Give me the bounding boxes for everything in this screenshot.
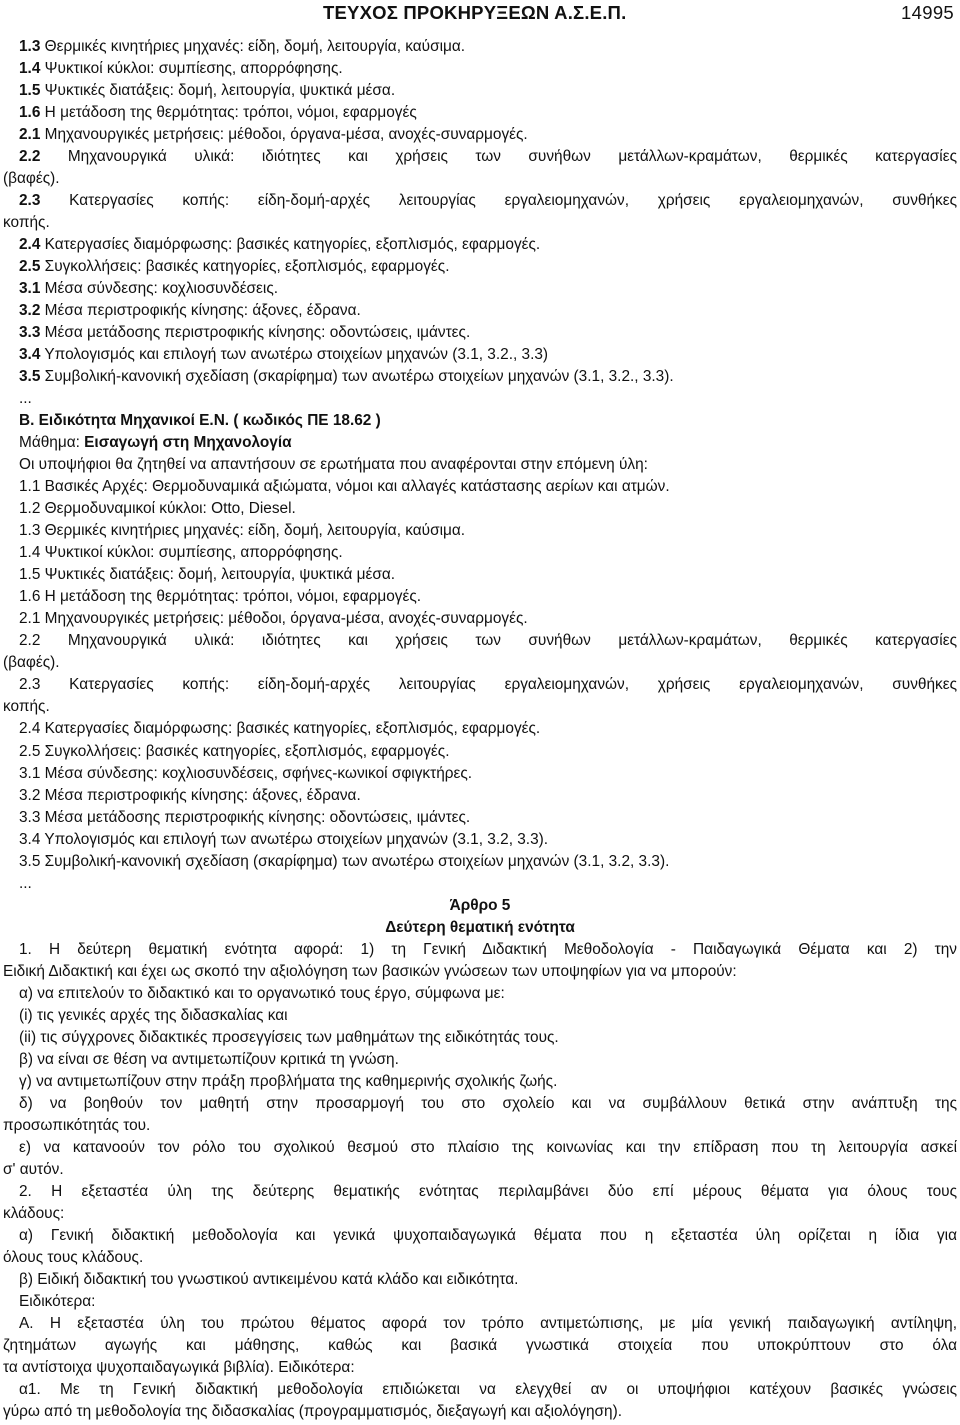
line-text: 1.2 Θερμοδυναμικοί κύκλοι: Otto, Diesel. [19,500,296,518]
line-text: Συγκολλήσεις: βασικές κατηγορίες, εξοπλισμός, εφαρμογές. [40,258,450,276]
text-line [3,652,957,674]
line-text: 2.2 Μηχανουργικά υλικά: ιδιότητες και χρήσεις των συνήθων μετάλλων-κραμάτων, θερμικές κατεργασίες [19,632,957,650]
text-line [3,146,957,168]
line-text: Η μετάδοση της θερμότητας: τρόποι, νόμοι, εφαρμογές [40,104,417,122]
item-number: 3.4 [19,346,41,364]
text-line [3,1379,957,1401]
line-text: α1. Με τη Γενική διδακτική μεθοδολογία επιδιώκεται να ελεγχθεί αν οι υποψήφιοι κατέχουν βασικές γνώσεις [19,1380,957,1398]
text-line [3,190,957,212]
line-text: Β. Ειδικότητα Μηχανικοί Ε.Ν. ( κωδικός ΠΕ 18.62 ) [19,412,381,430]
text-line [3,718,957,740]
text-line [3,1071,957,1093]
item-number: 3.2 [19,302,41,320]
text-line [3,1115,957,1137]
line-text: Μέσα περιστροφικής κίνησης: άξονες, έδρανα. [40,302,361,320]
text-line [3,961,957,983]
text-line [3,1027,957,1049]
text-line [3,873,957,895]
text-line [3,1247,957,1269]
text-line [3,388,957,410]
line-text: προσωπικότητάς του. [3,1116,151,1134]
item-number: 3.5 [19,368,41,386]
line-text: 3.3 Μέσα μετάδοσης περιστροφικής κίνησης: οδοντώσεις, ιμάντες. [19,808,471,826]
item-number: 2.4 [19,236,41,254]
item-number: 2.2 [19,148,41,166]
line-text: Υπολογισμός και επιλογή των ανωτέρω στοιχείων μηχανών (3.1, 3.2., 3.3) [40,346,549,364]
line-text: β) να είναι σε θέση να αντιμετωπίζουν κριτικά τη γνώση. [19,1050,399,1068]
text-line [3,124,957,146]
line-text: Κατεργασίες κοπής: είδη-δομή-αρχές λειτουργίας εργαλειομηχανών, χρήσεις εργαλειομηχανών, συνθήκες [40,192,957,210]
text-line [3,366,957,388]
text-line [3,696,957,718]
text-line [3,1181,957,1203]
line-text: 2.3 Κατεργασίες κοπής: είδη-δομή-αρχές λειτουργίας εργαλειομηχανών, χρήσεις εργαλειομηχανών, συνθήκες [19,676,957,694]
line-text: όλους τους κλάδους. [3,1248,144,1266]
line-text: ζητημάτων αγωγής και μάθησης, καθώς και βασικά γνωστικά στοιχεία που υποκρύπτουν στο όλα [3,1336,957,1354]
line-text: 2.4 Κατεργασίες διαμόρφωσης: βασικές κατηγορίες, εξοπλισμός, εφαρμογές. [19,720,541,738]
text-line [3,168,957,190]
line-text: 1.5 Ψυκτικές διατάξεις: δομή, λειτουργία, ψυκτικά μέσα. [19,566,396,584]
text-line [3,763,957,785]
text-line [3,476,957,498]
text-line [3,344,957,366]
text-line [3,1401,957,1423]
line-text: τα αντίστοιχα ψυχοπαιδαγωγικά βιβλία). Ειδικότερα: [3,1358,355,1376]
line-text: κοπής. [3,214,50,232]
item-number: 1.6 [19,104,41,122]
line-text: Συμβολική-κανονική σχεδίαση (σκαρίφημα) των ανωτέρω στοιχείων μηχανών (3.1, 3.2., 3.3). [40,368,674,386]
text-line [3,807,957,829]
item-number: 3.1 [19,280,41,298]
text-line [3,917,957,939]
document-body [3,36,957,1423]
text-line [3,674,957,696]
item-number: 3.3 [19,324,41,342]
line-text: Ειδική Διδακτική και έχει ως σκοπό την αξιολόγηση των βασικών γνώσεων των υποψηφίων για να μπορούν: [3,962,737,980]
text-line [3,454,957,476]
text-line [3,520,957,542]
text-line [3,1269,957,1291]
line-text: ... [19,390,32,408]
text-line [3,939,957,961]
line-text: Κατεργασίες διαμόρφωσης: βασικές κατηγορίες, εξοπλισμός, εφαρμογές. [40,236,541,254]
publication-title: ΤΕΥΧΟΣ ΠΡΟΚΗΡΥΞΕΩΝ Α.Σ.Ε.Π. [323,2,627,23]
text-line [3,300,957,322]
line-text: Μέσα σύνδεσης: κοχλιοσυνδέσεις. [40,280,279,298]
text-line [3,1005,957,1027]
text-line [3,1159,957,1181]
text-line [3,410,957,432]
item-number: 1.4 [19,60,41,78]
page-number: 14995 [901,2,954,23]
text-line [3,322,957,344]
text-line [3,256,957,278]
line-text: β) Ειδική διδακτική του γνωστικού αντικειμένου κατά κλάδο και ειδικότητα. [19,1270,519,1288]
line-text: 2. Η εξεταστέα ύλη της δεύτερης θεματικής ενότητας περιλαμβάνει δύο επί μέρους θέματα για όλους τους [19,1182,957,1200]
line-text: α) Γενική διδακτική μεθοδολογία και γενικά ψυχοπαιδαγωγικά θέματα που η εξεταστέα ύλη ορίζεται η ίδια για [19,1226,957,1244]
text-line [3,1049,957,1071]
line-text: σ' αυτόν. [3,1160,64,1178]
line-text: κοπής. [3,698,50,716]
line-text: 1.6 Η μετάδοση της θερμότητας: τρόποι, νόμοι, εφαρμογές. [19,588,422,606]
text-line [3,212,957,234]
course-title: Εισαγωγή στη Μηχανολογία [84,434,292,452]
line-text: 3.2 Μέσα περιστροφικής κίνησης: άξονες, έδρανα. [19,786,361,804]
text-line [3,1225,957,1247]
text-line [3,80,957,102]
text-line [3,1093,957,1115]
line-text: 1.4 Ψυκτικοί κύκλοι: συμπίεσης, απορρόφησης. [19,544,343,562]
line-text: 2.5 Συγκολλήσεις: βασικές κατηγορίες, εξοπλισμός, εφαρμογές. [19,742,450,760]
text-line [3,895,957,917]
text-line [3,564,957,586]
text-line [3,102,957,124]
text-line [3,542,957,564]
line-text: ε) να κατανοούν τον ρόλο του σχολικού θεσμού στο πλαίσιο της κοινωνίας και την επίδραση που τη λειτουργία ασκεί [19,1138,957,1156]
line-text: (ii) τις σύγχρονες διδακτικές προσεγγίσεις των μαθημάτων της ειδικότητάς τους. [19,1028,559,1046]
text-line [3,58,957,80]
line-text: δ) να βοηθούν τον μαθητή στην προσαρμογή του στο σχολείο και να συμβάλλουν θετικά στην ανάπτυξη της [19,1094,957,1112]
line-text: Μηχανουργικές μετρήσεις: μέθοδοι, όργανα-μέσα, ανοχές-συναρμογές. [40,126,528,144]
text-line [3,829,957,851]
text-line [3,432,957,454]
text-line [3,1291,957,1313]
text-line [3,851,957,873]
text-line [3,586,957,608]
text-line [3,785,957,807]
text-line [3,741,957,763]
line-text: Α. Η εξεταστέα ύλη του πρώτου θέματος αφορά τον τρόπο αντιμετώπισης, με μία γενική παιδαγωγική αντίληψη, [19,1314,957,1332]
text-line [3,498,957,520]
line-text: Οι υποψήφιοι θα ζητηθεί να απαντήσουν σε ερωτήματα που αναφέρονται στην επόμενη ύλη: [19,456,648,474]
line-text: 3.4 Υπολογισμός και επιλογή των ανωτέρω στοιχείων μηχανών (3.1, 3.2, 3.3). [19,830,549,848]
text-line [3,234,957,256]
item-number: 1.5 [19,82,41,100]
item-number: 2.3 [19,192,41,210]
item-number: 2.1 [19,126,41,144]
item-number: 1.3 [19,38,41,55]
line-text: Άρθρο 5 [449,896,511,914]
text-line [3,1137,957,1159]
text-line [3,1335,957,1357]
line-text: (i) τις γενικές αρχές της διδασκαλίας και [19,1006,288,1024]
line-text: ... [19,874,32,892]
line-text: (βαφές). [3,654,60,672]
line-text: γύρω από τη μεθοδολογία της διδασκαλίας (προγραμματισμός, διεξαγωγή και αξιολόγηση). [3,1402,623,1420]
text-line [3,1313,957,1335]
line-text: (βαφές). [3,170,60,188]
line-text: Μέσα μετάδοσης περιστροφικής κίνησης: οδοντώσεις, ιμάντες. [40,324,471,342]
line-text: 1.3 Θερμικές κινητήριες μηχανές: είδη, δομή, λειτουργία, καύσιμα. [19,522,466,540]
line-text: 3.1 Μέσα σύνδεσης: κοχλιοσυνδέσεις, σφήνες-κωνικοί σφιγκτήρες. [19,764,473,782]
line-text: Δεύτερη θεματική ενότητα [385,918,575,936]
page-header [3,0,957,36]
item-number: 2.5 [19,258,41,276]
text-line [3,608,957,630]
line-text: 1.1 Βασικές Αρχές: Θερμοδυναμικά αξιώματα, νόμοι και αλλαγές κατάστασης αερίων και ατμών. [19,478,670,496]
line-text: 3.5 Συμβολική-κανονική σχεδίαση (σκαρίφημα) των ανωτέρω στοιχείων μηχανών (3.1, 3.2, 3.3). [19,852,670,870]
text-line [3,983,957,1005]
line-text: Μάθημα: [19,434,85,452]
text-line [3,1203,957,1225]
line-text: Ψυκτικοί κύκλοι: συμπίεσης, απορρόφησης. [40,60,343,78]
text-line [3,1357,957,1379]
line-text: Μηχανουργικά υλικά: ιδιότητες και χρήσεις των συνήθων μετάλλων-κραμάτων, θερμικές κατεργασίες [40,148,957,166]
line-text: γ) να αντιμετωπίζουν στην πράξη προβλήματα της καθημερινής σχολικής ζωής. [19,1072,558,1090]
line-text: Ψυκτικές διατάξεις: δομή, λειτουργία, ψυκτικά μέσα. [40,82,396,100]
line-text: 2.1 Μηχανουργικές μετρήσεις: μέθοδοι, όργανα-μέσα, ανοχές-συναρμογές. [19,610,528,628]
text-line [3,630,957,652]
text-line [3,36,957,58]
line-text: α) να επιτελούν το διδακτικό και το οργανωτικό τους έργο, σύμφωνα με: [19,984,505,1002]
text-line [3,278,957,300]
line-text: Θερμικές κινητήριες μηχανές: είδη, δομή, λειτουργία, καύσιμα. [40,38,466,55]
line-text: κλάδους: [3,1204,65,1222]
line-text: Ειδικότερα: [19,1292,96,1310]
line-text: 1. Η δεύτερη θεματική ενότητα αφορά: 1) τη Γενική Διδακτική Μεθοδολογία - Παιδαγωγικά Θέματα και 2) την [19,940,957,958]
